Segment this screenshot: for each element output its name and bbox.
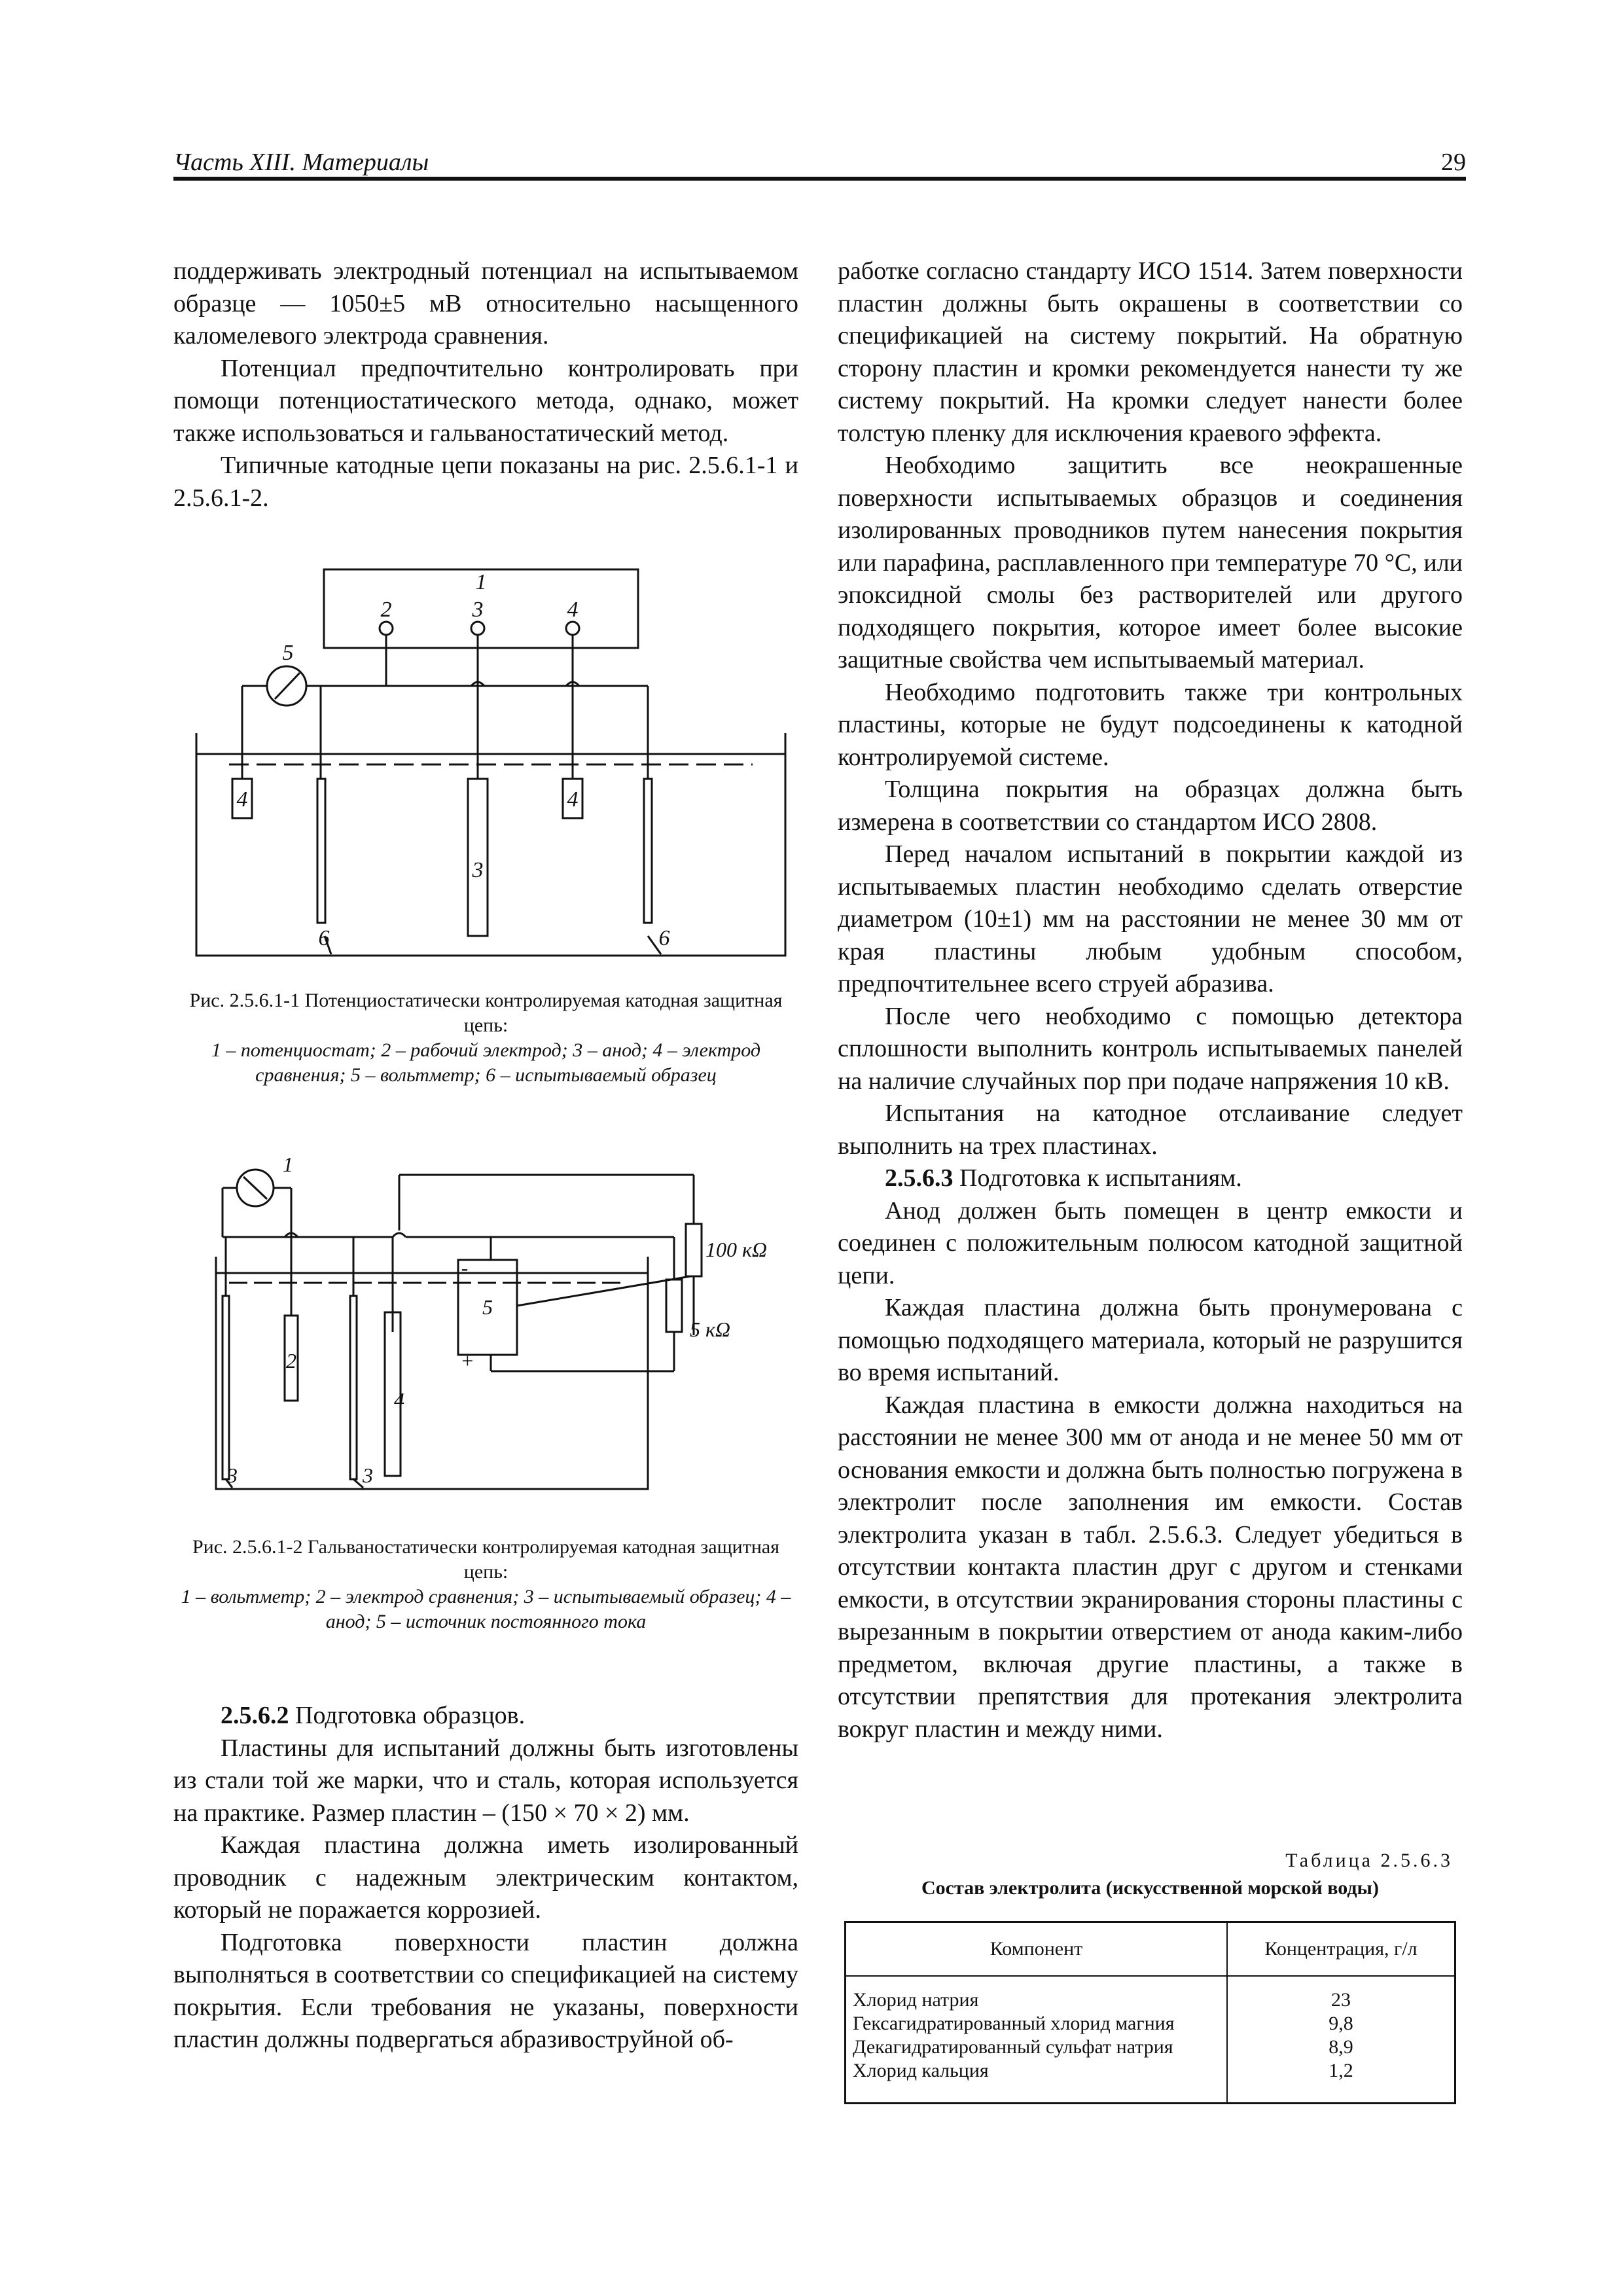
paragraph: Каждая пластина должна быть пронумерована с помощью подходящего материала, который не разрушится во время испытаний. (838, 1294, 1463, 1386)
column-header: Концентрация, г/л (1227, 1922, 1455, 1977)
label-4: 4 (567, 598, 579, 622)
tank-outline (196, 733, 785, 956)
label-5k: 5 кΩ (689, 1318, 731, 1341)
caption-legend: 1 – потенциостат; 2 – рабочий электрод; 3 – анод; 4 – электрод сравнения; 5 – вольтметр; 6 – испытываемый образец (211, 1039, 761, 1086)
label-3-right: 3 (363, 1463, 373, 1487)
label-4-left: 4 (236, 787, 248, 812)
paragraph: поддерживать электродный потенциал на испытываемом образце — 1050±5 мВ относительно насыщенного каломелевого электрода сравнения. (173, 257, 798, 350)
caption-title: Рис. 2.5.6.1-2 Гальваностатически контролируемая катодная защитная цепь: (192, 1536, 780, 1583)
paragraph: Типичные катодные цепи показаны на рис. 2.5.6.1-1 и 2.5.6.1-2. (173, 452, 798, 512)
cell-concentration: 9,8 (1227, 2012, 1455, 2036)
table-row (846, 2036, 1455, 2059)
cell-concentration: 23 (1227, 1976, 1455, 2012)
section-number: 2.5.6.3 (885, 1164, 954, 1192)
column-header: Компонент (846, 1922, 1228, 1977)
table-row (846, 2059, 1455, 2104)
cell-component: Хлорид кальция (853, 2060, 989, 2081)
cell-component: Декагидратированный сульфат натрия (853, 2036, 1173, 2058)
caption-legend: 1 – вольтметр; 2 – электрод сравнения; 3 – испытываемый образец; 4 – анод; 5 – источник постоянного тока (181, 1586, 791, 1632)
label-4: 4 (394, 1388, 404, 1412)
label-3: 3 (472, 598, 484, 622)
paragraph: Перед началом испытаний в покрытии каждой из испытываемых пластин необходимо сделать отверстие диаметром (10±1) мм на расстоянии не менее 30 мм от края пластины любым удобным способом, предпочтительнее всего струей абразива. (838, 840, 1463, 997)
label-3-left: 3 (227, 1463, 238, 1487)
label-5: 5 (282, 641, 294, 665)
table-row (846, 2012, 1455, 2036)
paragraph: Пластины для испытаний должны быть изготовлены из стали той же марки, что и сталь, которая используется на практике. Размер пластин – (150 × 70 × 2) мм. (173, 1734, 798, 1827)
paragraph: После чего необходимо с помощью детектора сплошности выполнить контроль испытываемых панелей на наличие случайных пор при подаче напряжения 10 кВ. (838, 1002, 1463, 1095)
paragraph: Каждая пластина должна иметь изолированный проводник с надежным электрическим контактом, который не поражается коррозией. (173, 1831, 798, 1924)
paragraph: Испытания на катодное отслаивание следует выполнить на трех пластинах. (838, 1100, 1463, 1160)
paragraph: работке согласно стандарту ИСО 1514. Затем поверхности пластин должны быть окрашены в соответствии со спецификацией на систему покрытий. На обратную сторону пластин и кромки рекомендуется нанести ту же систему покрытий. На кромки следует нанести более толстую пленку для исключения краевого эффекта. (838, 257, 1463, 447)
left-column-top (173, 255, 798, 514)
running-title: Часть XIII. Материалы (173, 149, 429, 176)
paragraph: Анод должен быть помещен в центр емкости и соединен с положительным полюсом катодной защитной цепи. (838, 1196, 1463, 1289)
section-title: Подготовка образцов. (289, 1702, 526, 1729)
table-row (846, 1976, 1455, 2012)
label-4-right: 4 (567, 787, 579, 812)
cell-component: Хлорид натрия (853, 1989, 979, 2011)
label-minus: - (461, 1256, 469, 1280)
label-2: 2 (286, 1349, 296, 1372)
figure-potentiostatic-circuit (190, 563, 792, 969)
label-1: 1 (283, 1153, 293, 1176)
figure-2-caption (173, 1535, 798, 1634)
label-100k: 100 кΩ (705, 1238, 768, 1261)
paragraph: Потенциал предпочтительно контролировать при помощи потенциостатического метода, однако, может также использоваться и гальваностатический метод. (173, 354, 798, 447)
electrolyte-table (844, 1921, 1456, 2104)
table-label: Таблица 2.5.6.3 (1285, 1850, 1453, 1871)
label-6-left: 6 (318, 926, 330, 950)
table-title: Состав электролита (искусственной морской воды) (921, 1877, 1379, 1899)
label-3-anode: 3 (472, 858, 484, 882)
section-title: Подготовка к испытаниям. (953, 1164, 1242, 1192)
cell-component: Гексагидратированный хлорид магния (853, 2013, 1175, 2034)
figure-galvanostatic-circuit (203, 1145, 792, 1499)
section-heading-2-5-6-3 (838, 1162, 1463, 1195)
resistor-100k (686, 1224, 702, 1276)
right-column (838, 255, 1463, 1746)
caption-title: Рис. 2.5.6.1-1 Потенциостатически контролируемая катодная защитная цепь: (189, 990, 783, 1036)
section-heading-2-5-6-2 (173, 1700, 798, 1732)
page-header (173, 143, 1466, 181)
label-1: 1 (475, 570, 487, 594)
cell-concentration: 1,2 (1227, 2059, 1455, 2104)
cell-concentration: 8,9 (1227, 2036, 1455, 2059)
resistor-5k (666, 1280, 682, 1332)
paragraph: Подготовка поверхности пластин должна выполняться в соответствии со спецификацией на систему покрытия. Если требования не указаны, поверхности пластин должны подвергаться абразивоструйной об- (173, 1928, 798, 2053)
paragraph: Необходимо защитить все неокрашенные поверхности испытываемых образцов и соединения изолированных проводников путем нанесения покрытия или парафина, расплавленного при температуре 70 °С, или эпоксидной смолы без растворителей или другого подходящего покрытия, которое имеет более высокие защитные свойства чем испытываемый материал. (838, 452, 1463, 673)
section-number: 2.5.6.2 (221, 1702, 289, 1729)
label-2: 2 (380, 598, 392, 622)
figure-1-caption (173, 988, 798, 1088)
label-6-right: 6 (658, 926, 670, 950)
header-rule (173, 177, 1466, 181)
left-column-bottom (173, 1700, 798, 2056)
label-5: 5 (482, 1295, 493, 1319)
paragraph: Толщина покрытия на образцах должна быть измерена в соответствии со стандартом ИСО 2808. (838, 776, 1463, 836)
label-plus: + (460, 1349, 474, 1372)
paragraph: Необходимо подготовить также три контрольных пластины, которые не будут подсоединены к катодной контролируемой системе. (838, 678, 1463, 771)
tank-outline (216, 1257, 648, 1489)
page-number: 29 (1441, 149, 1466, 176)
paragraph: Каждая пластина в емкости должна находиться на расстоянии не менее 300 мм от анода и не менее 50 мм от основания емкости и должна быть полностью погружена в электролит после заполнения им емкости. Состав электролита указан в табл. 2.5.6.3. Следует убедиться в отсутствии контакта пластин друг с другом и стенками емкости, в отсутствии экранирования стороны пластины с вырезанным в покрытии отверстием от анода каким-либо предметом, включая другие пластины, а также в отсутствии препятствия для протекания электролита вокруг пластин и между ними. (838, 1391, 1463, 1743)
